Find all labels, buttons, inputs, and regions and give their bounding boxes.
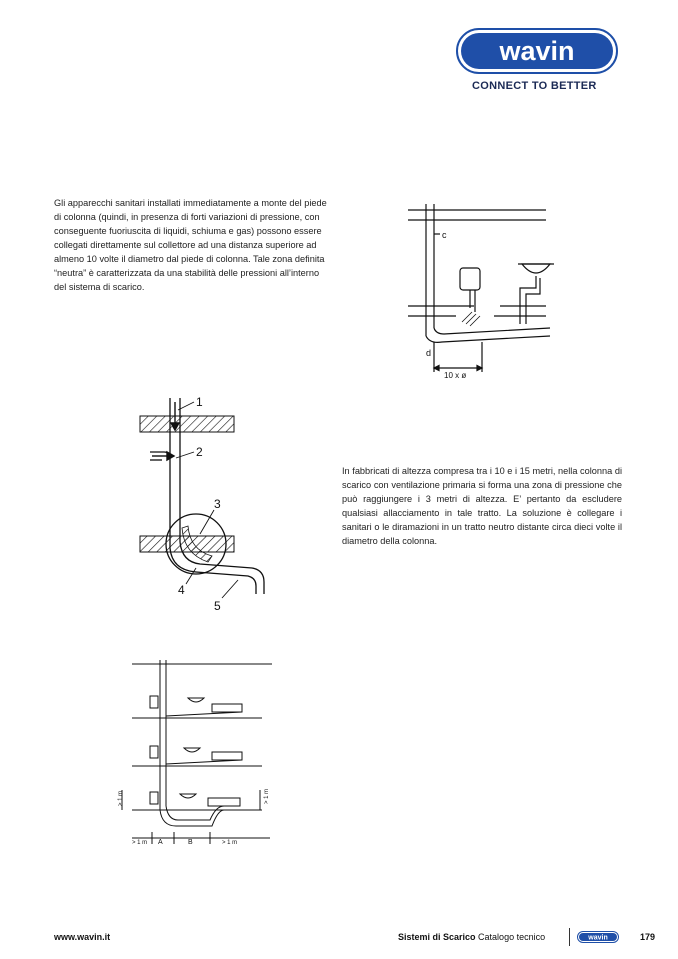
- label-min-1m-right: > 1 m: [264, 788, 270, 804]
- footer-divider: [569, 928, 570, 946]
- callout-2: 2: [196, 445, 203, 459]
- paragraph-pressure-zone: In fabbricati di altezza compresa tra i 10 e i 15 metri, nella colonna di scarico con ventilazione primaria si forma una zona di pressione che può raggiungere i 3 metri di altezza. E’ pertanto da escludere qualsiasi allacciamento in tale tratto. La soluzione è collegare i sanitari o le diramazioni in un tratto neutro distante circa dieci volte il diametro della colonna.: [342, 466, 622, 546]
- label-min-1m-bottom-left: > 1 m: [132, 840, 148, 846]
- callout-3: 3: [214, 497, 221, 511]
- wavin-logo: [456, 28, 618, 74]
- label-A: A: [158, 839, 163, 846]
- logo-text: wavin: [499, 36, 575, 66]
- label-min-1m-bottom-right: > 1 m: [222, 840, 238, 846]
- figure-neutral-connection-diagram: [400, 196, 560, 382]
- footer-wavin-logo: [577, 931, 619, 943]
- callout-1: 1: [196, 395, 203, 409]
- footer-title-bold: Sistemi di Scarico: [398, 932, 476, 942]
- label-B: B: [188, 839, 193, 846]
- footer-website-link[interactable]: www.wavin.it: [54, 932, 111, 942]
- footer-title-rest: Catalogo tecnico: [475, 932, 546, 942]
- footer-catalog-title: [398, 932, 545, 942]
- label-c: c: [442, 230, 447, 240]
- footer-logo-text: wavin: [588, 934, 608, 942]
- callout-5: 5: [214, 599, 221, 613]
- page-number: 179: [640, 932, 656, 942]
- tagline: CONNECT TO BETTER: [472, 80, 597, 92]
- label-d: d: [426, 348, 432, 358]
- paragraph-neutral-zone: Gli apparecchi sanitari installati immediatamente a monte del piede di colonna (quindi, in presenza di forti variazioni di pressione, con conseguente fuoriuscita di liquidi, schiuma e gas) possono essere collegati direttamente sul collettore ad una distanza superiore ad almeno 10 volte il diametro dal piede di colonna. Tale zona definita “neutra” è caratterizzata da una stabilità delle pressioni all’interno del sistema di scarico.: [54, 198, 327, 292]
- label-10x-diameter: 10 x ø: [444, 371, 467, 380]
- callout-4: 4: [178, 583, 185, 597]
- figure-column-foot-diagram: [138, 392, 278, 614]
- figure-multi-storey-diagram: [112, 660, 274, 856]
- label-min-1m-left: > 1 m: [118, 790, 124, 806]
